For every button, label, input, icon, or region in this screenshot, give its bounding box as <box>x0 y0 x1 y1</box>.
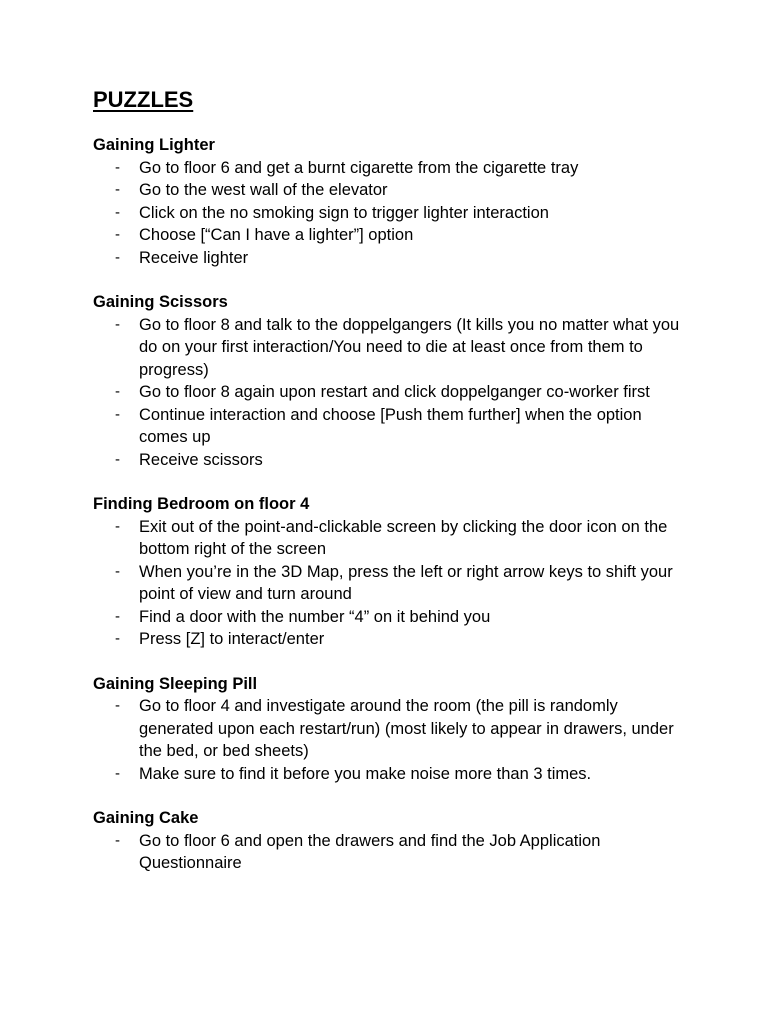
section-heading: Gaining Cake <box>93 809 199 827</box>
list-item <box>93 314 693 382</box>
dash-bullet-icon: - <box>115 764 120 782</box>
section-finding-bedroom <box>93 493 693 651</box>
dash-bullet-icon: - <box>115 315 120 333</box>
dash-bullet-icon: - <box>115 383 120 400</box>
section-gaining-lighter <box>93 134 693 269</box>
dash-bullet-icon: - <box>115 562 120 580</box>
section-gaining-sleeping-pill <box>93 673 693 786</box>
dash-bullet-icon: - <box>115 158 120 176</box>
step-text: Choose [“Can I have a lighter”] option <box>139 226 414 244</box>
section-heading: Gaining Scissors <box>93 293 228 311</box>
dash-bullet-icon: - <box>115 450 120 468</box>
step-text: Go to floor 8 again upon restart and click doppelganger co-worker first <box>139 383 650 401</box>
step-text: Find a door with the number “4” on it behind you <box>139 607 491 626</box>
step-list <box>93 314 693 472</box>
step-list <box>93 157 693 270</box>
step-text: Go to floor 4 and investigate around the room (the pill is randomly generated upon each restart/run) (most likely to appear in drawers, under the bed, or bed sheets) <box>139 697 674 760</box>
step-list <box>93 830 693 875</box>
page-title: PUZZLES <box>93 87 194 112</box>
dash-bullet-icon: - <box>115 248 120 266</box>
list-item <box>93 830 693 875</box>
list-item <box>93 449 693 472</box>
dash-bullet-icon: - <box>115 697 120 714</box>
step-text: Go to floor 8 and talk to the doppelgangers (It kills you no matter what you do on your first interaction/You need to die at least once from them to progress) <box>139 315 680 379</box>
step-text: Click on the no smoking sign to trigger lighter interaction <box>139 203 549 222</box>
list-item <box>93 179 693 202</box>
step-text: Receive scissors <box>139 450 263 469</box>
list-item <box>93 381 693 404</box>
section-heading: Gaining Sleeping Pill <box>93 674 258 693</box>
dash-bullet-icon: - <box>115 405 120 423</box>
dash-bullet-icon: - <box>115 831 120 849</box>
step-text: Press [Z] to interact/enter <box>139 630 325 648</box>
list-item <box>93 628 693 651</box>
list-item <box>93 606 693 629</box>
list-item <box>93 763 693 786</box>
step-text: Go to the west wall of the elevator <box>139 181 388 199</box>
dash-bullet-icon: - <box>115 607 120 625</box>
list-item <box>93 695 693 763</box>
list-item <box>93 157 693 180</box>
step-list <box>93 516 693 651</box>
section-gaining-cake <box>93 807 693 875</box>
step-list <box>93 695 693 785</box>
dash-bullet-icon: - <box>115 226 120 243</box>
dash-bullet-icon: - <box>115 203 120 221</box>
list-item <box>93 224 693 247</box>
step-text: Continue interaction and choose [Push them further] when the option comes up <box>139 405 642 446</box>
section-heading: Finding Bedroom on floor 4 <box>93 495 310 513</box>
list-item <box>93 247 693 270</box>
step-text: Go to floor 6 and get a burnt cigarette from the cigarette tray <box>139 158 579 177</box>
dash-bullet-icon: - <box>115 181 120 198</box>
list-item <box>93 202 693 225</box>
list-item <box>93 561 693 606</box>
dash-bullet-icon: - <box>115 517 120 535</box>
document-page <box>93 86 693 897</box>
section-heading: Gaining Lighter <box>93 136 215 154</box>
step-text: Receive lighter <box>139 248 249 267</box>
step-text: Go to floor 6 and open the drawers and find the Job Application Questionnaire <box>139 831 601 872</box>
list-item <box>93 404 693 449</box>
list-item <box>93 516 693 561</box>
step-text: Make sure to find it before you make noise more than 3 times. <box>139 764 592 783</box>
dash-bullet-icon: - <box>115 630 120 647</box>
section-gaining-scissors <box>93 291 693 471</box>
step-text: When you’re in the 3D Map, press the left or right arrow keys to shift your point of view and turn around <box>139 562 673 603</box>
step-text: Exit out of the point-and-clickable screen by clicking the door icon on the bottom right of the screen <box>139 517 668 558</box>
